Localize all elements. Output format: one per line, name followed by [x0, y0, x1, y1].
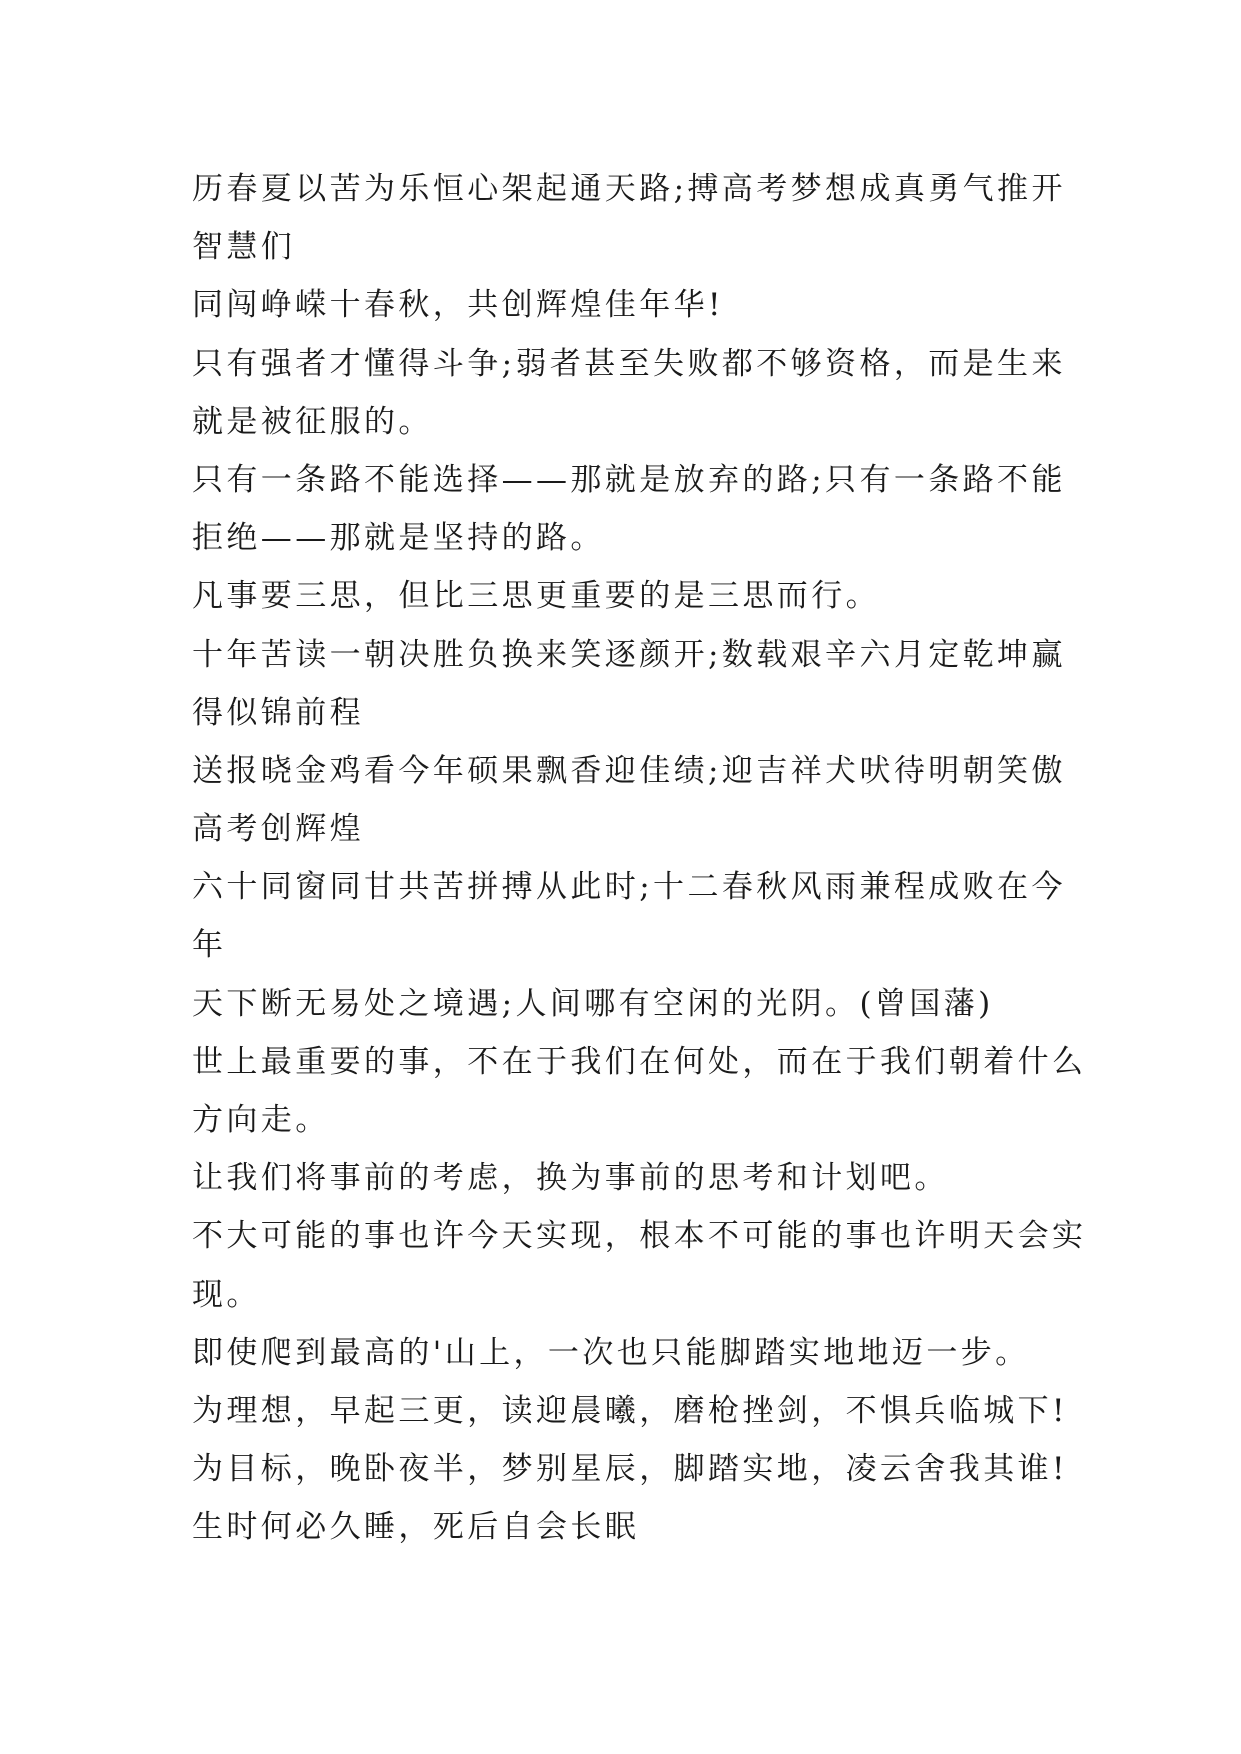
text-line: 年 — [192, 927, 227, 964]
text-line: 得似锦前程 — [192, 694, 364, 731]
text-line: 智慧们 — [192, 229, 296, 266]
text-line: 只有一条路不能选择——那就是放弃的路;只有一条路不能 — [192, 461, 1066, 498]
text-line: 让我们将事前的考虑，换为事前的思考和计划吧。 — [192, 1160, 949, 1197]
text-line: 方向走。 — [192, 1102, 330, 1138]
text-line: 不大可能的事也许今天实现，根本不可能的事也许明天会实 — [192, 1218, 1087, 1255]
text-line: 世上最重要的事，不在于我们在何处，而在于我们朝着什么 — [192, 1043, 1087, 1080]
text-line: 六十同窗同甘共苦拼搏从此时;十二春秋风雨兼程成败在今 — [192, 869, 1066, 906]
text-line: 生时何必久睡，死后自会长眠 — [192, 1509, 640, 1546]
text-line: 十年苦读一朝决胜负换来笑逐颜开;数载艰辛六月定乾坤赢 — [192, 636, 1066, 673]
text-line: 只有强者才懂得斗争;弱者甚至失败都不够资格，而是生来 — [192, 345, 1066, 382]
text-line: 为目标，晚卧夜半，梦别星辰，脚踏实地，凌云舍我其谁! — [192, 1451, 1068, 1488]
text-line: 为理想，早起三更，读迎晨曦，磨枪挫剑，不惧兵临城下! — [192, 1392, 1068, 1429]
text-line: 高考创辉煌 — [192, 811, 364, 848]
document-body — [192, 160, 1087, 1557]
text-line: 现。 — [192, 1276, 261, 1313]
text-line: 天下断无易处之境遇;人间哪有空闲的光阴。(曾国藩) — [192, 985, 994, 1022]
text-line: 送报晓金鸡看今年硕果飘香迎佳绩;迎吉祥犬吠待明朝笑傲 — [192, 752, 1066, 789]
text-line: 凡事要三思，但比三思更重要的是三思而行。 — [192, 578, 880, 615]
text-line: 就是被征服的。 — [192, 403, 433, 440]
text-line: 即使爬到最高的'山上，一次也只能脚踏实地地迈一步。 — [192, 1334, 1030, 1371]
text-line: 拒绝——那就是坚持的路。 — [192, 520, 605, 557]
text-line: 历春夏以苦为乐恒心架起通天路;搏高考梦想成真勇气推开 — [192, 171, 1066, 207]
text-line: 同闯峥嵘十春秋，共创辉煌佳年华! — [192, 287, 724, 324]
